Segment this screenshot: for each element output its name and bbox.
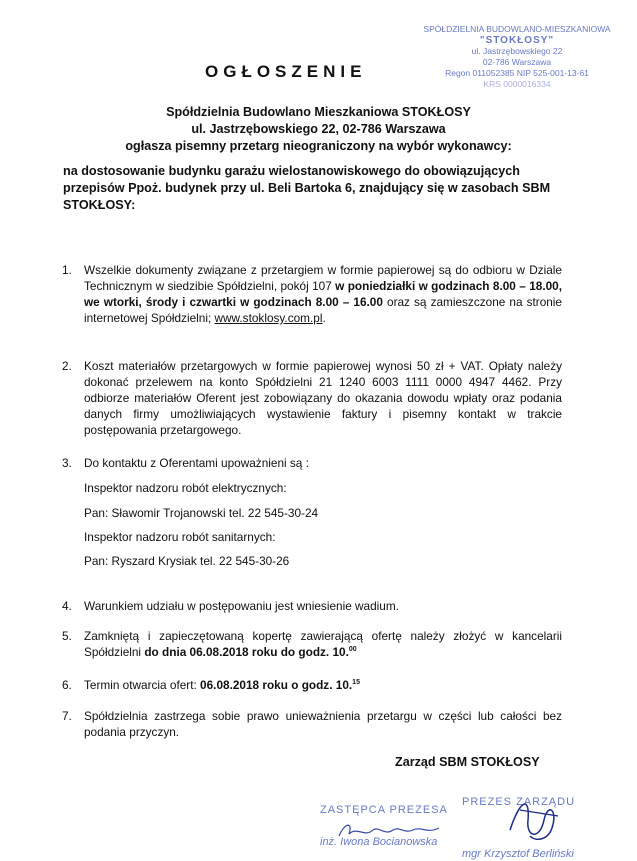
org-name: Spółdzielnia Budowlano Mieszkaniowa STOKŁOSY [166,105,471,119]
document-title: OGŁOSZENIE [205,62,367,81]
list-item-4 [62,598,562,614]
president-name: mgr Krzysztof Berliński [462,848,574,860]
item-number: 2. [62,359,72,373]
stamp-line-1: SPÓŁDZIELNIA BUDOWLANO-MIESZKANIOWA [423,24,611,34]
org-address: ul. Jastrzębowskiego 22, 02-786 Warszawa [191,122,446,136]
tender-subject: na dostosowanie budynku garażu wielostanowiskowego do obowiązujących przepisów Ppoż. budynek przy ul. Beli Bartoka 6, znajdujący się w zasobach SBM STOKŁOSY: [63,164,551,212]
stamp-line-4: 02-786 Warszawa [482,57,552,67]
item-number: 5. [62,629,72,643]
item-number: 7. [62,709,72,723]
vice-president-signature-icon [335,818,445,844]
item-5-deadline-minutes: 00 [348,646,357,654]
website-link[interactable]: www.stoklosy.com.pl [214,311,323,325]
item-6-opening-minutes: 15 [352,679,360,687]
item-number: 1. [62,263,72,277]
item-number: 4. [62,599,72,613]
list-item-6 [62,677,562,693]
stamp-line-5: Regon 011052385 NIP 525-001-13-61 [445,68,589,78]
list-item-1 [62,262,562,326]
item-text: Do kontaktu z Oferentami upoważnieni są : [84,456,309,470]
president-signature-icon [500,790,570,845]
item-5-part-a: Zamkniętą i zapieczętowaną kopertę zawierającą ofertę należy złożyć w kancelarii Spółdzielni [84,629,562,659]
item-text: Spółdzielnia zastrzega sobie prawo unieważnienia przetargu w części lub całości bez podania przyczyn. [84,709,562,739]
item-1-part-d: . [322,311,326,325]
item-text [84,262,562,326]
item-5-deadline: do dnia 06.08.2018 roku do godz. 10. [144,645,349,659]
item-number: 3. [62,456,72,470]
contact-person-electrical: Pan: Sławomir Trojanowski tel. 22 545-30-24 [84,506,319,520]
president-title: PREZES ZARZĄDU [462,796,576,808]
item-6-part-a: Termin otwarcia ofert: [84,678,201,692]
stamp-line-2: "STOKŁOSY" [479,35,555,46]
item-6-opening-date: 06.08.2018 roku o godz. 10. [200,678,353,692]
vice-president-title: ZASTĘPCA PREZESA [320,804,448,816]
item-1-hours: w poniedziałki w godzinach 8.00 – 18.00, we wtorki, środy i czwartki w godzinach 8.00 – 16.00 [84,279,562,309]
item-text [84,677,562,693]
item-text: Koszt materiałów przetargowych w formie papierowej wynosi 50 zł + VAT. Opłaty należy dokonać przelewem na konto Spółdzielni 21 1240 6003 1111 0000 4947 4462. Przy odbiorze materiałów Oferent jest zobowiązany do okazania dowodu wpłaty oraz podania danych firmy umożliwiających wystawienie faktury i pisemny kontakt w trakcie postępowania przetargowego. [84,359,562,437]
stamp-line-3: ul. Jastrzębowskiego 22 [471,46,563,56]
contact-person-sanitary: Pan: Ryszard Krysiak tel. 22 545-30-26 [84,554,290,568]
list-item-7 [62,708,562,740]
item-text: Warunkiem udziału w postępowaniu jest wniesienie wadium. [84,599,399,613]
item-1-part-a: Wszelkie dokumenty związane z przetargiem w formie papierowej są do odbioru w Dziale Technicznym w siedzibie Spółdzielni, pokój 107 [84,263,562,293]
org-announcement: ogłasza pisemny przetarg nieograniczony na wybór wykonawcy: [125,139,512,153]
item-number: 6. [62,678,72,692]
item-text [84,628,562,660]
item-1-part-c: oraz są zamieszczone na stronie internetowej Spółdzielni; [84,295,562,325]
list-item-3 [62,455,562,471]
cooperative-stamp [414,24,620,90]
vice-president-name: inż. Iwona Bocianowska [320,836,438,848]
organization-block [0,104,637,155]
board-signature-line: Zarząd SBM STOKŁOSY [395,755,540,769]
list-item-2 [62,358,562,438]
list-item-5 [62,628,562,660]
contact-role-electrical: Inspektor nadzoru robót elektrycznych: [84,481,287,495]
stamp-line-6: KRS 0000016334 [483,79,551,89]
contact-role-sanitary: Inspektor nadzoru robót sanitarnych: [84,530,276,544]
